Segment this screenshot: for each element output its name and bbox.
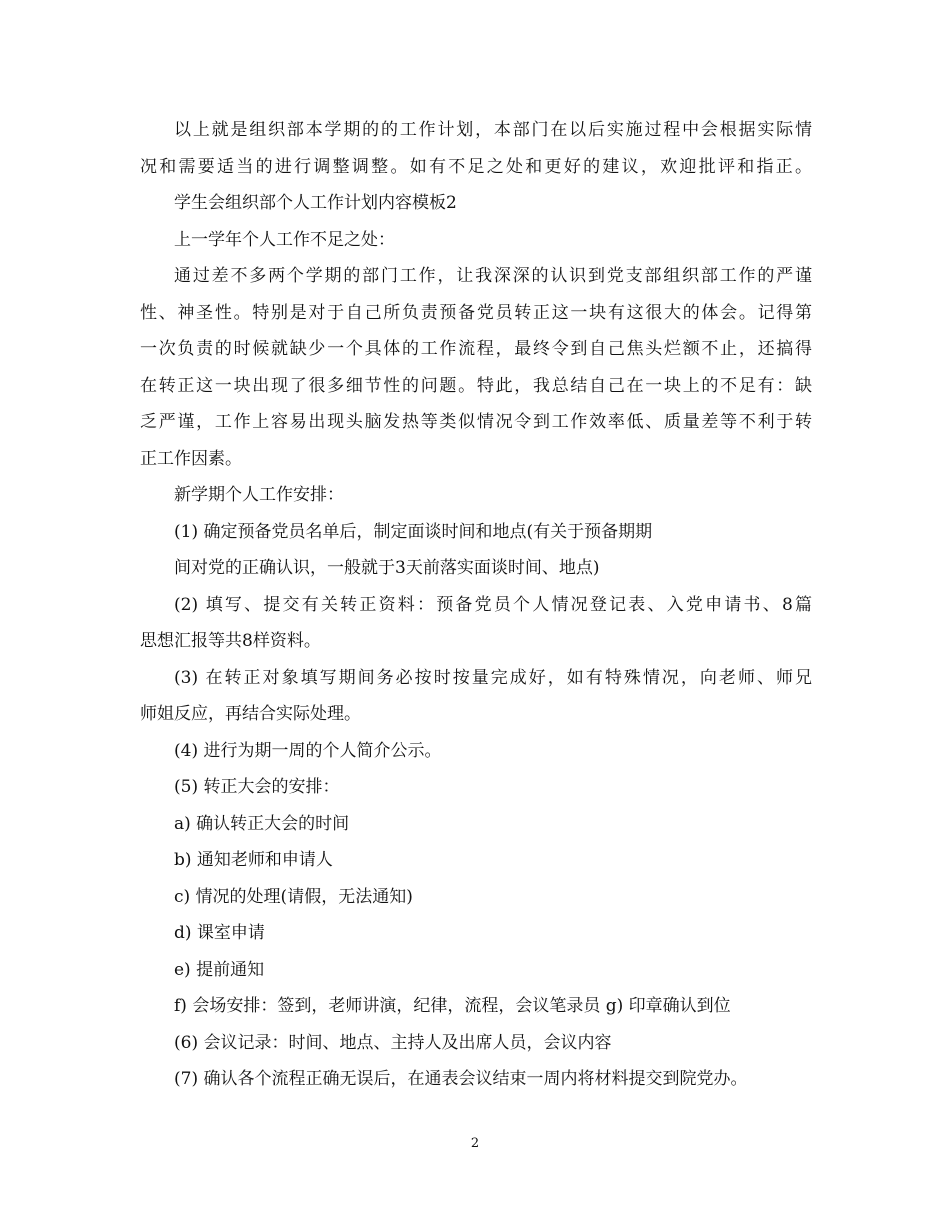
- text-line: 况和需要适当的进行调整调整。如有不足之处和更好的建议，欢迎批评和指正。: [140, 156, 812, 177]
- text-line: 学生会组织部个人工作计划内容模板2: [174, 193, 457, 213]
- text-line: b) 通知老师和申请人: [174, 850, 333, 870]
- text-line: d) 课室申请: [174, 923, 265, 943]
- text-line: c) 情况的处理(请假，无法通知): [174, 886, 413, 907]
- text-line: 在转正这一块出现了很多细节性的问题。特此，我总结自己在一块上的不足有：缺: [140, 375, 812, 396]
- text-line: 新学期个人工作安排：: [174, 485, 344, 505]
- text-line: (3) 在转正对象填写期间务必按时按量完成好，如有特殊情况，向老师、师兄: [174, 667, 812, 688]
- document-body: [140, 112, 812, 1098]
- text-line: (6) 会议记录：时间、地点、主持人及出席人员，会议内容: [174, 1032, 612, 1053]
- text-line: (5) 转正大会的安排：: [174, 777, 340, 797]
- text-line: 乏严谨，工作上容易出现头脑发热等类似情况令到工作效率低、质量差等不利于转: [140, 412, 812, 432]
- text-line: f) 会场安排：签到，老师讲演，纪律，流程，会议笔录员 g) 印章确认到位: [174, 996, 731, 1016]
- text-line: (1) 确定预备党员名单后，制定面谈时间和地点(有关于预备期期: [174, 521, 653, 542]
- text-line: 上一学年个人工作不足之处：: [174, 229, 395, 250]
- text-line: e) 提前通知: [174, 959, 265, 980]
- text-line: (4) 进行为期一周的个人简介公示。: [174, 740, 442, 761]
- text-line: (2) 填写、提交有关转正资料：预备党员个人情况登记表、入党申请书、8篇: [174, 594, 812, 615]
- text-line: 性、神圣性。特别是对于自己所负责预备党员转正这一块有这很大的体会。记得第: [140, 302, 812, 323]
- text-line: (7) 确认各个流程正确无误后，在通表会议结束一周内将材料提交到院党办。: [174, 1069, 748, 1089]
- text-line: 一次负责的时候就缺少一个具体的工作流程，最终令到自己焦头烂额不止，还搞得: [140, 339, 812, 359]
- text-line: 通过差不多两个学期的部门工作，让我深深的认识到党支部组织部工作的严谨: [174, 266, 812, 286]
- text-line: 师姐反应，再结合实际处理。: [140, 704, 361, 724]
- text-line: 思想汇报等共8样资料。: [140, 631, 321, 651]
- text-line: a) 确认转正大会的时间: [174, 813, 350, 834]
- text-line: 以上就是组织部本学期的的工作计划，本部门在以后实施过程中会根据实际情: [174, 120, 812, 140]
- page-number: 2: [470, 1136, 480, 1151]
- text-line: 间对党的正确认识，一般就于3天前落实面谈时间、地点): [174, 558, 600, 578]
- text-line: 正工作因素。: [140, 448, 242, 469]
